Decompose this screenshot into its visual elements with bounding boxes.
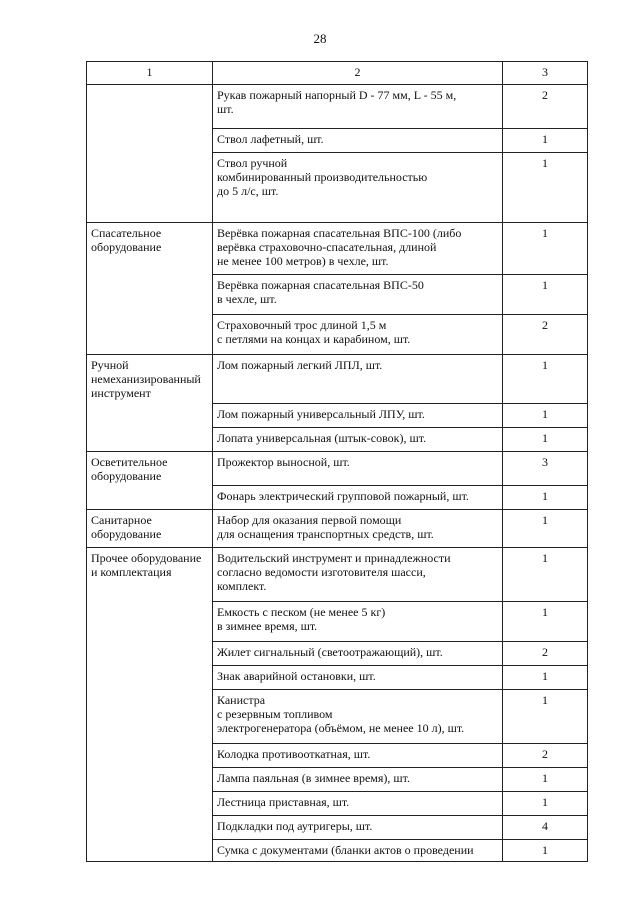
table-row <box>87 840 588 862</box>
quantity-cell <box>503 768 588 792</box>
item-cell <box>213 768 503 792</box>
category-cell <box>87 403 213 427</box>
item-label: Лом пожарный универсальный ЛПУ, шт. <box>217 406 425 421</box>
item-label: Ствол лафетный, шт. <box>217 132 324 146</box>
quantity-value: 1 <box>542 551 548 565</box>
category-cell <box>87 451 213 486</box>
quantity-value: 1 <box>542 795 548 809</box>
item-label: Ствол ручной комбинированный производительностью до 5 л/с, шт. <box>217 156 428 198</box>
quantity-value: 1 <box>542 406 548 421</box>
quantity-value: 1 <box>542 358 548 372</box>
category-cell <box>87 602 213 642</box>
quantity-value: 2 <box>542 645 548 659</box>
column-header-1: 1 <box>87 62 213 85</box>
table-row <box>87 690 588 744</box>
quantity-value: 1 <box>542 156 548 170</box>
quantity-cell <box>503 792 588 816</box>
item-label: Лестница приставная, шт. <box>217 795 350 809</box>
item-label: Верёвка пожарная спасательная ВПС-100 (либо верёвка страховочно-спасательная, длиной не менее 100 метров) в чехле, шт. <box>217 226 462 268</box>
category-cell <box>87 792 213 816</box>
table-header-row <box>87 62 588 85</box>
quantity-value: 2 <box>542 747 548 761</box>
table-row <box>87 666 588 690</box>
item-label: Страховочный трос длиной 1,5 м с петлями на концах и карабином, шт. <box>217 318 411 346</box>
item-label: Лампа паяльная (в зимнее время), шт. <box>217 771 410 785</box>
category-cell <box>87 355 213 404</box>
item-cell <box>213 275 503 315</box>
item-cell <box>213 690 503 744</box>
item-cell <box>213 451 503 486</box>
item-cell <box>213 129 503 153</box>
quantity-value: 1 <box>542 132 548 146</box>
category-cell <box>87 129 213 153</box>
quantity-value: 1 <box>542 489 548 503</box>
quantity-value: 2 <box>542 88 548 102</box>
item-cell <box>213 486 503 510</box>
quantity-cell <box>503 510 588 548</box>
item-label: Сумка с документами (бланки актов о проведении <box>217 843 474 857</box>
category-label: Ручной немеханизированный инструмент <box>91 358 201 400</box>
quantity-cell <box>503 486 588 510</box>
item-label: Верёвка пожарная спасательная ВПС-50 в чехле, шт. <box>217 278 424 306</box>
page-number: 28 <box>313 31 327 46</box>
quantity-cell <box>503 315 588 355</box>
category-cell <box>87 486 213 510</box>
item-label: Лом пожарный легкий ЛПЛ, шт. <box>217 358 383 372</box>
quantity-cell <box>503 548 588 602</box>
item-cell <box>213 427 503 451</box>
item-label: Фонарь электрический групповой пожарный, шт. <box>217 489 469 503</box>
quantity-cell <box>503 816 588 840</box>
quantity-cell <box>503 427 588 451</box>
quantity-value: 2 <box>542 318 548 332</box>
quantity-value: 3 <box>542 454 548 469</box>
category-cell <box>87 548 213 602</box>
category-cell <box>87 642 213 666</box>
quantity-cell <box>503 642 588 666</box>
item-cell <box>213 510 503 548</box>
quantity-value: 1 <box>542 605 548 619</box>
quantity-cell <box>503 690 588 744</box>
item-label: Подкладки под аутригеры, шт. <box>217 819 373 833</box>
item-cell <box>213 548 503 602</box>
quantity-cell <box>503 403 588 427</box>
quantity-cell <box>503 840 588 862</box>
category-label: Прочее оборудование и комплектация <box>91 551 202 579</box>
table-row <box>87 486 588 510</box>
equipment-table <box>86 61 588 862</box>
quantity-cell <box>503 355 588 404</box>
category-cell <box>87 153 213 223</box>
item-cell <box>213 642 503 666</box>
quantity-value: 1 <box>542 278 548 292</box>
quantity-cell <box>503 85 588 129</box>
item-cell <box>213 744 503 768</box>
table-row <box>87 129 588 153</box>
category-cell <box>87 768 213 792</box>
category-cell <box>87 315 213 355</box>
quantity-cell <box>503 602 588 642</box>
item-label: Рукав пожарный напорный D - 77 мм, L - 55 м, шт. <box>217 88 457 116</box>
category-cell <box>87 840 213 862</box>
quantity-value: 1 <box>542 226 548 240</box>
quantity-cell <box>503 451 588 486</box>
quantity-value: 1 <box>542 843 548 857</box>
item-label: Жилет сигнальный (светоотражающий), шт. <box>217 645 443 659</box>
category-cell <box>87 690 213 744</box>
category-cell <box>87 510 213 548</box>
category-cell <box>87 816 213 840</box>
table-row <box>87 451 588 486</box>
quantity-value: 1 <box>542 430 548 445</box>
table-row <box>87 642 588 666</box>
quantity-cell <box>503 744 588 768</box>
category-label: Спасательное оборудование <box>91 226 162 254</box>
item-cell <box>213 816 503 840</box>
category-cell <box>87 275 213 315</box>
item-cell <box>213 355 503 404</box>
table-row <box>87 816 588 840</box>
category-cell <box>87 85 213 129</box>
category-cell <box>87 666 213 690</box>
table-row <box>87 768 588 792</box>
table-row <box>87 403 588 427</box>
quantity-value: 1 <box>542 513 548 527</box>
table-body <box>87 85 588 862</box>
table-row <box>87 315 588 355</box>
quantity-cell <box>503 275 588 315</box>
column-header-2: 2 <box>213 62 503 85</box>
item-label: Канистра с резервным топливом электрогенератора (объёмом, не менее 10 л), шт. <box>217 693 465 735</box>
table-row <box>87 548 588 602</box>
quantity-value: 4 <box>542 819 548 833</box>
table-row <box>87 223 588 275</box>
table-row <box>87 510 588 548</box>
item-cell <box>213 840 503 862</box>
table-row <box>87 792 588 816</box>
category-cell <box>87 744 213 768</box>
item-label: Водительский инструмент и принадлежности согласно ведомости изготовителя шасси, комплект. <box>217 551 451 593</box>
item-cell <box>213 602 503 642</box>
item-cell <box>213 403 503 427</box>
quantity-value: 1 <box>542 771 548 785</box>
table-row <box>87 153 588 223</box>
item-label: Лопата универсальная (штык-совок), шт. <box>217 430 427 445</box>
category-label: Санитарное оборудование <box>91 513 162 541</box>
table-row <box>87 355 588 404</box>
quantity-cell <box>503 223 588 275</box>
quantity-cell <box>503 153 588 223</box>
item-cell <box>213 792 503 816</box>
item-cell <box>213 666 503 690</box>
column-header-3: 3 <box>503 62 588 85</box>
category-cell <box>87 223 213 275</box>
table-row <box>87 275 588 315</box>
item-cell <box>213 153 503 223</box>
category-label: Осветительное оборудование <box>91 454 168 483</box>
quantity-cell <box>503 666 588 690</box>
item-cell <box>213 223 503 275</box>
quantity-value: 1 <box>542 693 548 707</box>
table-row <box>87 85 588 129</box>
item-cell <box>213 315 503 355</box>
table-row <box>87 602 588 642</box>
quantity-value: 1 <box>542 669 548 683</box>
item-label: Колодка противооткатная, шт. <box>217 747 371 761</box>
item-label: Знак аварийной остановки, шт. <box>217 669 376 683</box>
quantity-cell <box>503 129 588 153</box>
item-label: Прожектор выносной, шт. <box>217 454 350 469</box>
item-label: Набор для оказания первой помощи для оснащения транспортных средств, шт. <box>217 513 434 541</box>
category-cell <box>87 427 213 451</box>
table-row <box>87 744 588 768</box>
item-label: Емкость с песком (не менее 5 кг) в зимнее время, шт. <box>217 605 386 633</box>
item-cell <box>213 85 503 129</box>
table-row <box>87 427 588 451</box>
